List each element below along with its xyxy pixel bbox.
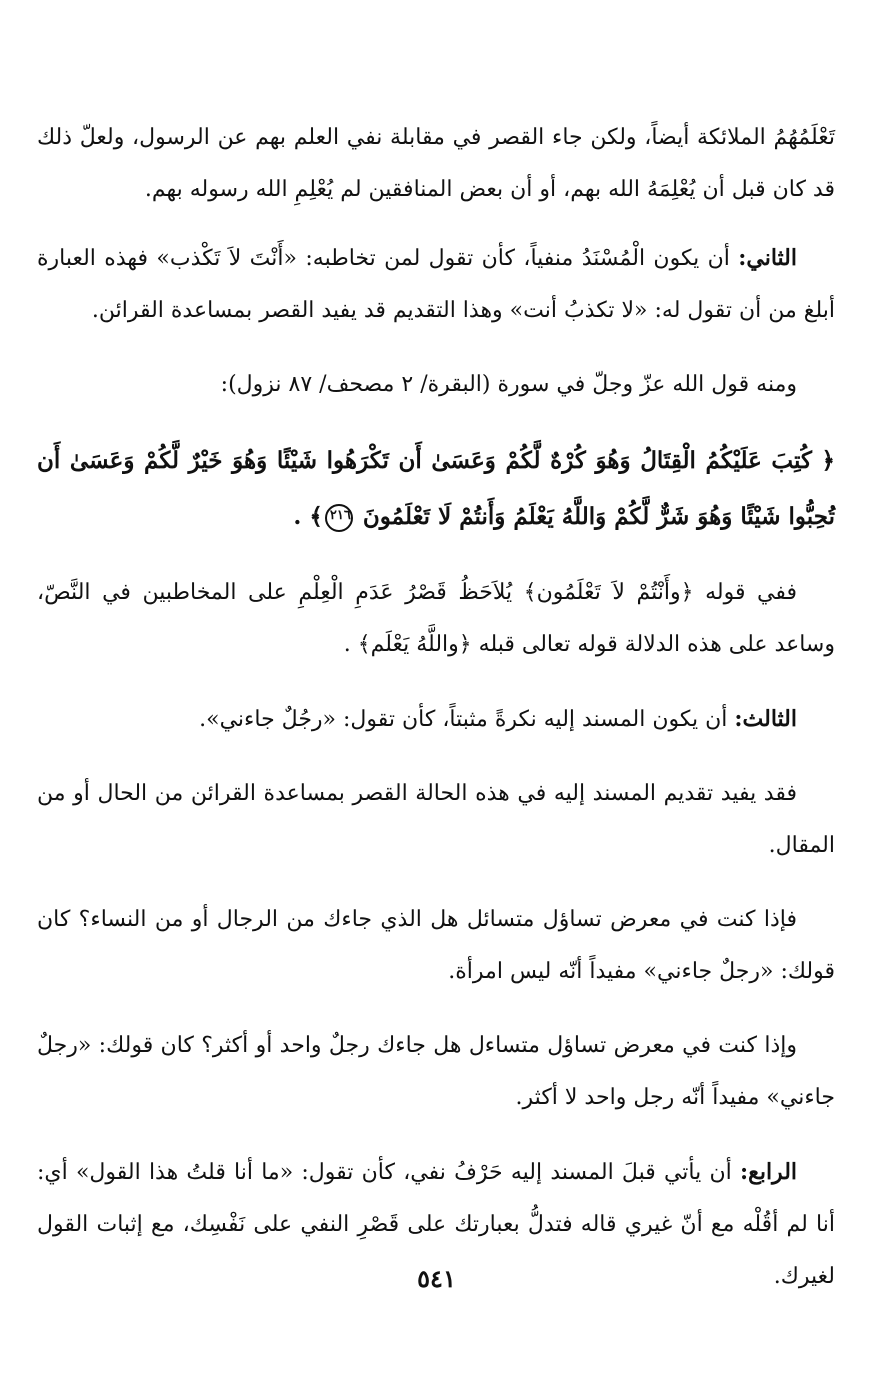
paragraph-9-body: أن يأتي قبلَ المسند إليه حَرْفُ نفي، كأن تقول: «ما أنا قلتُ هذا القول» أي: أنا لم أقُلْه مع أنّ غيري قاله فتدلُّ بعبارتك على قَصْرِ النفي على نَفْسِك، مع إثبات القول لغيرك. [37, 1160, 835, 1289]
paragraph-3-text: ومنه قول الله عزّ وجلّ في سورة (البقرة/ ٢ مصحف/ ٨٧ نزول): [220, 372, 797, 397]
paragraph-9-lead: الرابع: [739, 1159, 798, 1185]
paragraph-6 [37, 768, 835, 872]
quran-verse [37, 433, 835, 545]
paragraph-4-text: ففي قوله ﴿وأَنْتُمْ لاَ تَعْلَمُون﴾ يُلاَحَظُ قَصْرُ عَدَمِ الْعِلْمِ على المخاطبين في النَّصّ، وساعد على هذه الدلالة قوله تعالى قبله ﴿واللَّهُ يَعْلَم﴾ . [37, 580, 835, 657]
paragraph-8-text: وإذا كنت في معرض تساؤل متساءل هل جاءك رجلٌ واحد أو أكثر؟ كان قولك: «رجلٌ جاءني» مفيداً أنّه رجل واحد لا أكثر. [37, 1033, 835, 1110]
paragraph-7 [37, 894, 835, 998]
paragraph-3 [37, 359, 835, 411]
paragraph-2-body: أن يكون الْمُسْنَدُ منفياً، كأن تقول لمن تخاطبه: «أَنْتَ لاَ تَكْذب» فهذه العبارة أبلغ من أن تقول له: «لا تكذبُ أنت» وهذا التقديم قد يفيد القصر بمساعدة القرائن. [37, 246, 835, 323]
page-body [37, 112, 835, 1325]
page-number: ٥٤١ [417, 1264, 456, 1293]
paragraph-4 [37, 567, 835, 671]
paragraph-5-lead: الثالث: [734, 706, 797, 732]
paragraph-8 [37, 1020, 835, 1124]
ayah-number-marker: ٢١٦ [325, 504, 353, 532]
paragraph-1: تَعْلَمُهُمُ الملائكة أيضاً، ولكن جاء القصر في مقابلة نفي العلم بهم عن الرسول، ولعلّ ذلك قد كان قبل أن يُعْلِمَهُ الله بهم، أو أن بعض المنافقين لم يُعْلِمِ الله رسوله بهم. [37, 125, 835, 202]
paragraph-7-text: فإذا كنت في معرض تساؤل متسائل هل الذي جاءك من الرجال أو من النساء؟ كان قولك: «رجلٌ جاءني» مفيداً أنّه ليس امرأة. [37, 907, 835, 984]
paragraph-6-text: فقد يفيد تقديم المسند إليه في هذه الحالة القصر بمساعدة القرائن من الحال أو من المقال. [37, 781, 835, 858]
paragraph-5 [37, 693, 835, 746]
paragraph-2 [37, 232, 835, 337]
quran-verse-close: ﴾ . [293, 503, 323, 530]
paragraph-5-body: أن يكون المسند إليه نكرةً مثبتاً، كأن تقول: «رجُلٌ جاءني». [199, 707, 728, 732]
quran-verse-text: ﴿ كُتِبَ عَلَيْكُمُ الْقِتَالُ وَهُوَ كُرْهٌ لَّكُمْ وَعَسَىٰ أَن تَكْرَهُوا شَيْئًا وَهُوَ خَيْرٌ لَّكُمْ وَعَسَىٰ أَن تُحِبُّوا شَيْئًا وَهُوَ شَرٌّ لَّكُمْ وَاللَّهُ يَعْلَمُ وَأَنتُمْ لَا تَعْلَمُونَ [37, 447, 835, 530]
paragraph-2-lead: الثاني: [738, 245, 797, 271]
